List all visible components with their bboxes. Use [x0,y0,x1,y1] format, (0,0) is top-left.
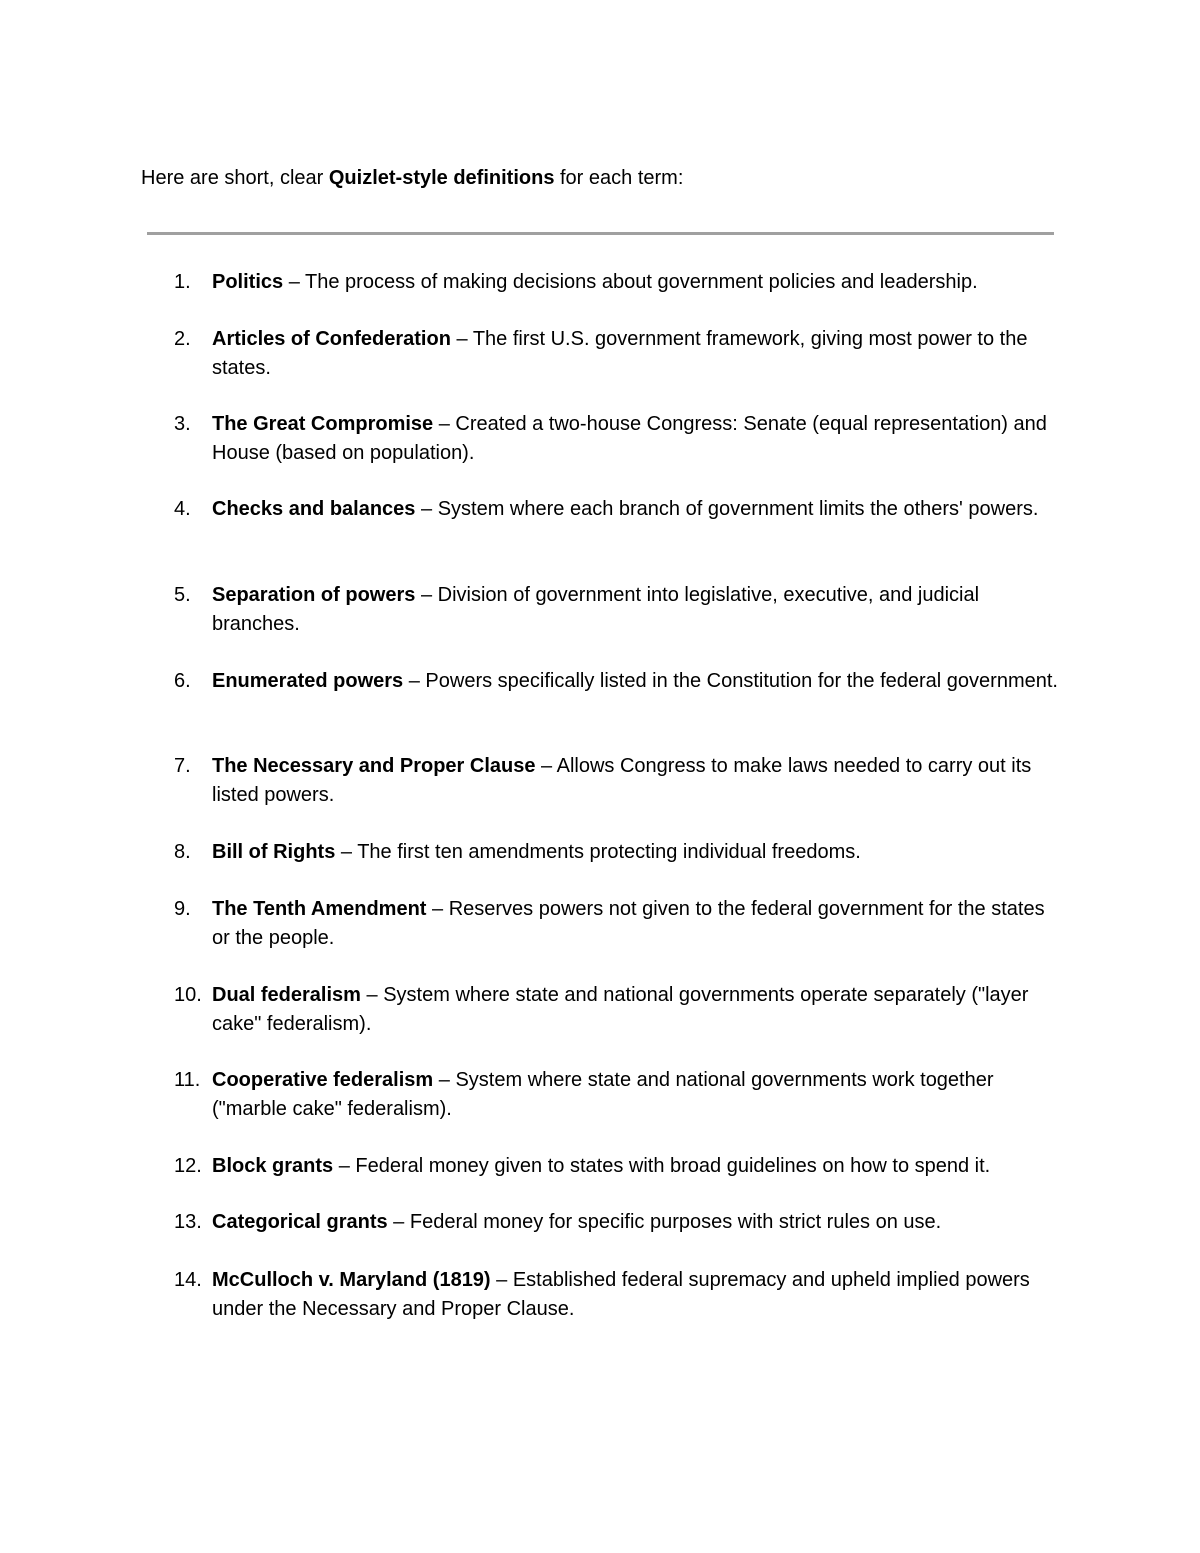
dash: – [340,841,353,863]
term: Enumerated powers [212,670,404,692]
dash: – [420,584,433,606]
definition-text: Created a two-house Congress: Senate (equal representation) and House (based on population). [212,413,1047,464]
dash: – [421,498,433,520]
item-body [212,838,1062,867]
item-body [212,495,1062,524]
item-body [212,895,1062,952]
definition-text: Powers specifically listed in the Constitution for the federal government. [425,670,1058,692]
item-number: 6. [174,670,191,692]
item-number: 3. [174,413,191,435]
item-number: 8. [174,841,191,863]
item-number: 13. [174,1211,202,1233]
definition-text: Established federal supremacy and upheld implied powers under the Necessary and Proper Clause. [212,1269,1030,1320]
dash: – [408,670,420,692]
item-number: 10. [174,984,202,1006]
horizontal-divider [147,232,1054,235]
term: Politics [212,271,284,293]
item-body [212,752,1062,809]
item-body [212,410,1062,467]
term: The Necessary and Proper Clause [212,755,536,777]
term: The Great Compromise [212,413,434,435]
item-body [212,1152,1062,1181]
term: Cooperative federalism [212,1069,434,1091]
definition-text: Division of government into legislative, executive, and judicial branches. [212,584,980,635]
item-body [212,981,1062,1038]
dash: – [288,271,300,293]
item-body [212,268,1062,297]
dash: – [496,1269,508,1291]
item-body [212,1208,1062,1237]
item-body [212,1066,1062,1123]
item-number: 2. [174,328,191,350]
intro-text-end: for each term: [554,167,684,189]
dash: – [456,328,468,350]
dash: – [432,898,444,920]
term: Dual federalism [212,984,361,1006]
item-body [212,667,1062,696]
dash: – [366,984,378,1006]
definition-text: Federal money for specific purposes with strict rules on use. [409,1211,942,1233]
item-number: 1. [174,271,191,293]
dash: – [541,755,553,777]
term: Articles of Confederation [212,328,451,350]
dash: – [438,1069,450,1091]
term: Categorical grants [212,1211,388,1233]
item-number: 4. [174,498,191,520]
term: Checks and balances [212,498,416,520]
definition-text: System where state and national governments operate separately ("layer cake" federalism). [212,984,1029,1035]
item-number: 9. [174,898,191,920]
item-body [212,581,1062,638]
item-number: 12. [174,1155,202,1177]
definition-text: The first U.S. government framework, giving most power to the states. [212,328,1028,379]
item-number: 5. [174,584,191,606]
item-number: 14. [174,1269,202,1291]
item-number: 11. [174,1069,201,1091]
definition-text: Reserves powers not given to the federal government for the states or the people. [212,898,1045,949]
term: The Tenth Amendment [212,898,427,920]
definition-text: Allows Congress to make laws needed to carry out its listed powers. [212,755,1032,806]
definition-text: The first ten amendments protecting individual freedoms. [357,841,861,863]
term: Separation of powers [212,584,416,606]
intro-bold-phrase: Quizlet-style definitions [328,167,555,189]
dash: – [438,413,450,435]
item-number: 7. [174,755,191,777]
definition-text: System where state and national governments work together ("marble cake" federalism). [212,1069,994,1120]
term: Bill of Rights [212,841,336,863]
term: Block grants [212,1155,334,1177]
definition-text: System where each branch of government limits the others' powers. [437,498,1039,520]
definition-text: The process of making decisions about government policies and leadership. [305,271,978,293]
intro-text-start: Here are short, clear [141,167,329,189]
item-body [212,325,1062,382]
item-body [212,1266,1062,1323]
dash: – [393,1211,405,1233]
intro-line [141,166,1061,190]
term: McCulloch v. Maryland (1819) [212,1269,491,1291]
definition-text: Federal money given to states with broad guidelines on how to spend it. [355,1155,991,1177]
dash: – [338,1155,350,1177]
